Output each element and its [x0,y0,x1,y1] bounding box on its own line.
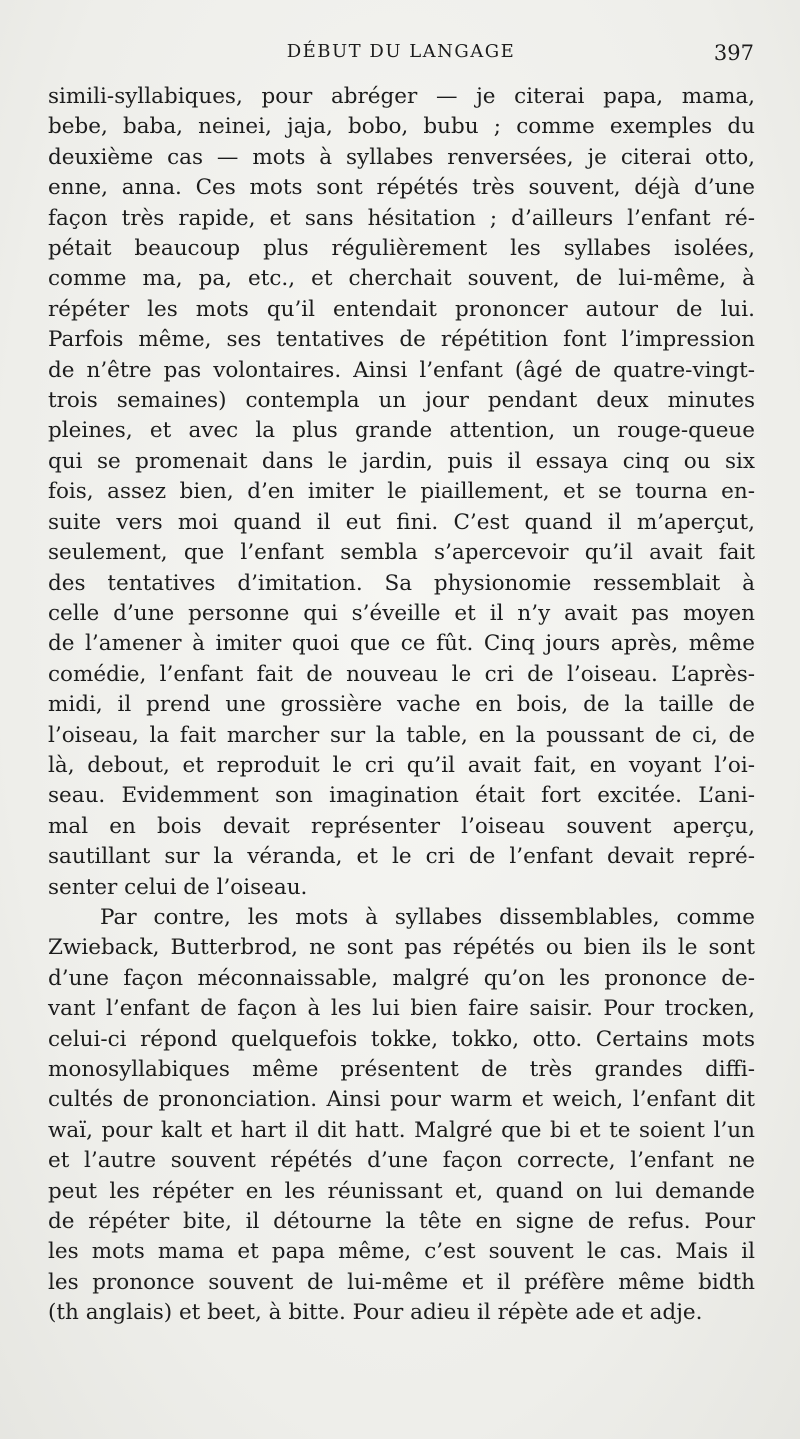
text-line: celui-ci répond quelquefois tokke, tokko, otto. Certains mots [48,1026,755,1052]
text-line: façon très rapide, et sans hésitation ; d’ailleurs l’enfant ré- [48,205,755,231]
text-line: celle d’une personne qui s’éveille et il n’y avait pas moyen [48,600,755,626]
text-line: peut les répéter en les réunissant et, quand on lui demande [48,1178,755,1204]
text-line: seulement, que l’enfant sembla s’apercevoir qu’il avait fait [48,540,755,566]
text-line: cultés de prononciation. Ainsi pour warm et weich, l’enfant dit [48,1087,755,1113]
text-line: là, debout, et reproduit le cri qu’il avait fait, en voyant l’oi- [48,752,755,778]
text-line: suite vers moi quand il eut fini. C’est quand il m’aperçut, [48,509,755,535]
text-line: simili-syllabiques, pour abréger — je citerai papa, mama, [48,84,755,109]
text-line: monosyllabiques même présentent de très grandes diffi- [48,1057,755,1082]
text-line: comme ma, pa, etc., et cherchait souvent, de lui-même, à [48,266,755,292]
text-line: les prononce souvent de lui-même et il préfère même bidth [48,1269,755,1295]
text-line: de répéter bite, il détourne la tête en signe de refus. Pour [48,1209,755,1235]
page-number: 397 [713,41,754,65]
text-line: waï, pour kalt et hart il dit hatt. Malgré que bi et te soient l’un [48,1117,755,1143]
text-line: les mots mama et papa même, c’est souvent le cas. Mais il [48,1239,755,1265]
text-line: trois semaines) contempla un jour pendant deux minutes [48,388,755,414]
text-line: de l’amener à imiter quoi que ce fût. Cinq jours après, même [48,631,755,657]
text-line: sautillant sur la véranda, et le cri de l’enfant devait repré- [48,844,755,870]
text-line: senter celui de l’oiseau. [48,874,308,900]
running-title: DÉBUT DU LANGAGE [286,41,516,62]
text-line: qui se promenait dans le jardin, puis il essaya cinq ou six [48,448,755,474]
text-line: bebe, baba, neinei, jaja, bobo, bubu ; comme exemples du [48,114,755,140]
text-line: midi, il prend une grossière vache en bois, de la taille de [48,692,755,718]
text-line: l’oiseau, la fait marcher sur la table, en la poussant de ci, de [48,722,755,748]
text-line: Par contre, les mots à syllabes dissemblables, comme [100,904,755,930]
text-line: des tentatives d’imitation. Sa physionomie ressemblait à [48,570,755,596]
text-line: répéter les mots qu’il entendait prononcer autour de lui. [48,296,755,322]
text-line: (th anglais) et beet, à bitte. Pour adieu il répète ade et adje. [48,1300,703,1326]
text-line: pétait beaucoup plus régulièrement les syllabes isolées, [48,236,755,262]
text-line: mal en bois devait représenter l’oiseau souvent aperçu, [48,813,755,839]
page-header [48,41,754,71]
text-line: de n’être pas volontaires. Ainsi l’enfant (âgé de quatre-vingt- [48,357,755,383]
text-line: fois, assez bien, d’en imiter le piaillement, et se tourna en- [48,479,755,505]
text-line: et l’autre souvent répétés d’une façon correcte, l’enfant ne [48,1148,755,1174]
text-line: deuxième cas — mots à syllabes renversées, je citerai otto, [48,144,755,170]
body-text [48,82,755,1329]
text-line: vant l’enfant de façon à les lui bien faire saisir. Pour trocken, [48,996,755,1022]
text-line: Parfois même, ses tentatives de répétition font l’impression [48,327,755,353]
text-line: comédie, l’enfant fait de nouveau le cri de l’oiseau. L’après- [48,661,755,687]
text-line: seau. Evidemment son imagination était fort excitée. L’ani- [48,783,755,809]
text-line: enne, anna. Ces mots sont répétés très souvent, déjà d’une [48,175,755,201]
text-line: d’une façon méconnaissable, malgré qu’on les prononce de- [48,965,755,991]
text-line: pleines, et avec la plus grande attention, un rouge-queue [48,418,755,444]
text-line: Zwieback, Butterbrod, ne sont pas répétés ou bien ils le sont [48,935,755,961]
